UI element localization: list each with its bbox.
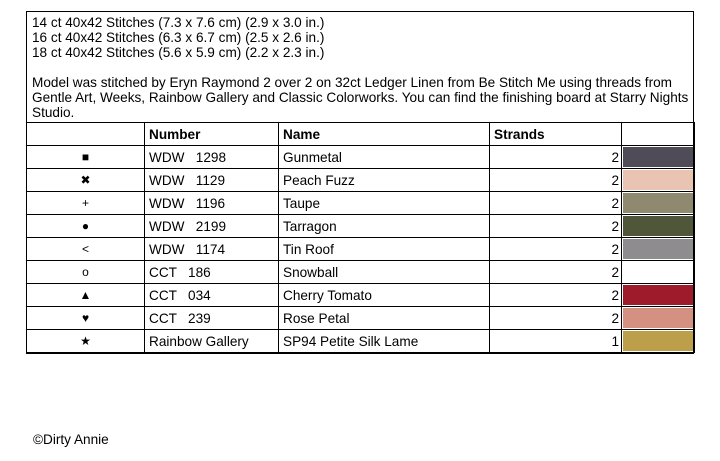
table-row — [27, 284, 695, 307]
thread-name: Rose Petal — [279, 307, 490, 330]
table-row — [27, 307, 695, 330]
thread-number: Rainbow Gallery — [145, 330, 279, 353]
thread-name: Peach Fuzz — [279, 169, 490, 192]
strand-count: 2 — [490, 192, 622, 215]
color-swatch — [623, 239, 693, 259]
stitch-symbol-icon: ♥ — [27, 307, 145, 330]
color-swatch — [623, 262, 693, 282]
color-swatch — [623, 331, 693, 351]
thread-name: Tin Roof — [279, 238, 490, 261]
chart-info-box — [26, 11, 694, 354]
thread-name: SP94 Petite Silk Lame — [279, 330, 490, 353]
color-swatch-cell — [622, 192, 695, 215]
copyright: ©Dirty Annie — [33, 432, 109, 447]
stitch-symbol-icon: ✖ — [27, 169, 145, 192]
table-row — [27, 192, 695, 215]
color-swatch-cell — [622, 261, 695, 284]
thread-number: WDW 1196 — [145, 192, 279, 215]
chart-info — [27, 12, 693, 120]
strand-count: 2 — [490, 238, 622, 261]
header-strands: Strands — [490, 123, 622, 146]
color-swatch-cell — [622, 169, 695, 192]
table-header-row — [27, 123, 695, 146]
table-row — [27, 169, 695, 192]
thread-name: Gunmetal — [279, 146, 490, 169]
size-line-14ct: 14 ct 40x42 Stitches (7.3 x 7.6 cm) (2.9 x 3.0 in.) — [32, 15, 325, 30]
strand-count: 2 — [490, 284, 622, 307]
thread-number: CCT 034 — [145, 284, 279, 307]
color-swatch-cell — [622, 307, 695, 330]
thread-name: Snowball — [279, 261, 490, 284]
header-name: Name — [279, 123, 490, 146]
thread-number: CCT 186 — [145, 261, 279, 284]
thread-number: WDW 2199 — [145, 215, 279, 238]
strand-count: 2 — [490, 169, 622, 192]
table-row — [27, 215, 695, 238]
thread-number: WDW 1129 — [145, 169, 279, 192]
stitch-symbol-icon: ● — [27, 215, 145, 238]
stitch-symbol-icon: < — [27, 238, 145, 261]
thread-key-table — [26, 122, 695, 353]
color-swatch — [623, 147, 693, 167]
table-row — [27, 261, 695, 284]
table-row — [27, 330, 695, 353]
strand-count: 2 — [490, 261, 622, 284]
stitch-symbol-icon: o — [27, 261, 145, 284]
header-symbol — [27, 123, 145, 146]
strand-count: 2 — [490, 307, 622, 330]
thread-name: Cherry Tomato — [279, 284, 490, 307]
stitch-symbol-icon: ■ — [27, 146, 145, 169]
stitch-symbol-icon: ★ — [27, 330, 145, 353]
color-swatch — [623, 216, 693, 236]
header-color — [622, 123, 695, 146]
color-swatch — [623, 193, 693, 213]
thread-number: WDW 1174 — [145, 238, 279, 261]
size-line-18ct: 18 ct 40x42 Stitches (5.6 x 5.9 cm) (2.2 x 2.3 in.) — [32, 45, 325, 60]
header-number: Number — [145, 123, 279, 146]
color-swatch-cell — [622, 215, 695, 238]
strand-count: 2 — [490, 215, 622, 238]
strand-count: 2 — [490, 146, 622, 169]
table-body — [27, 146, 695, 353]
table-row — [27, 146, 695, 169]
color-swatch-cell — [622, 238, 695, 261]
strand-count: 1 — [490, 330, 622, 353]
color-swatch — [623, 170, 693, 190]
stitch-symbol-icon: ▲ — [27, 284, 145, 307]
color-swatch-cell — [622, 146, 695, 169]
thread-number: WDW 1298 — [145, 146, 279, 169]
thread-name: Tarragon — [279, 215, 490, 238]
size-line-16ct: 16 ct 40x42 Stitches (6.3 x 6.7 cm) (2.5 x 2.6 in.) — [32, 30, 325, 45]
color-swatch — [623, 285, 693, 305]
color-swatch-cell — [622, 330, 695, 353]
table-row — [27, 238, 695, 261]
color-swatch — [623, 308, 693, 328]
model-note: Model was stitched by Eryn Raymond 2 over 2 on 32ct Ledger Linen from Be Stitch Me using threads from Gentle Art, Weeks, Rainbow Gallery and Classic Colorworks. You can find the finishing board at Starry Nights Studio. — [32, 75, 689, 120]
stitch-symbol-icon: + — [27, 192, 145, 215]
color-swatch-cell — [622, 284, 695, 307]
thread-name: Taupe — [279, 192, 490, 215]
thread-number: CCT 239 — [145, 307, 279, 330]
